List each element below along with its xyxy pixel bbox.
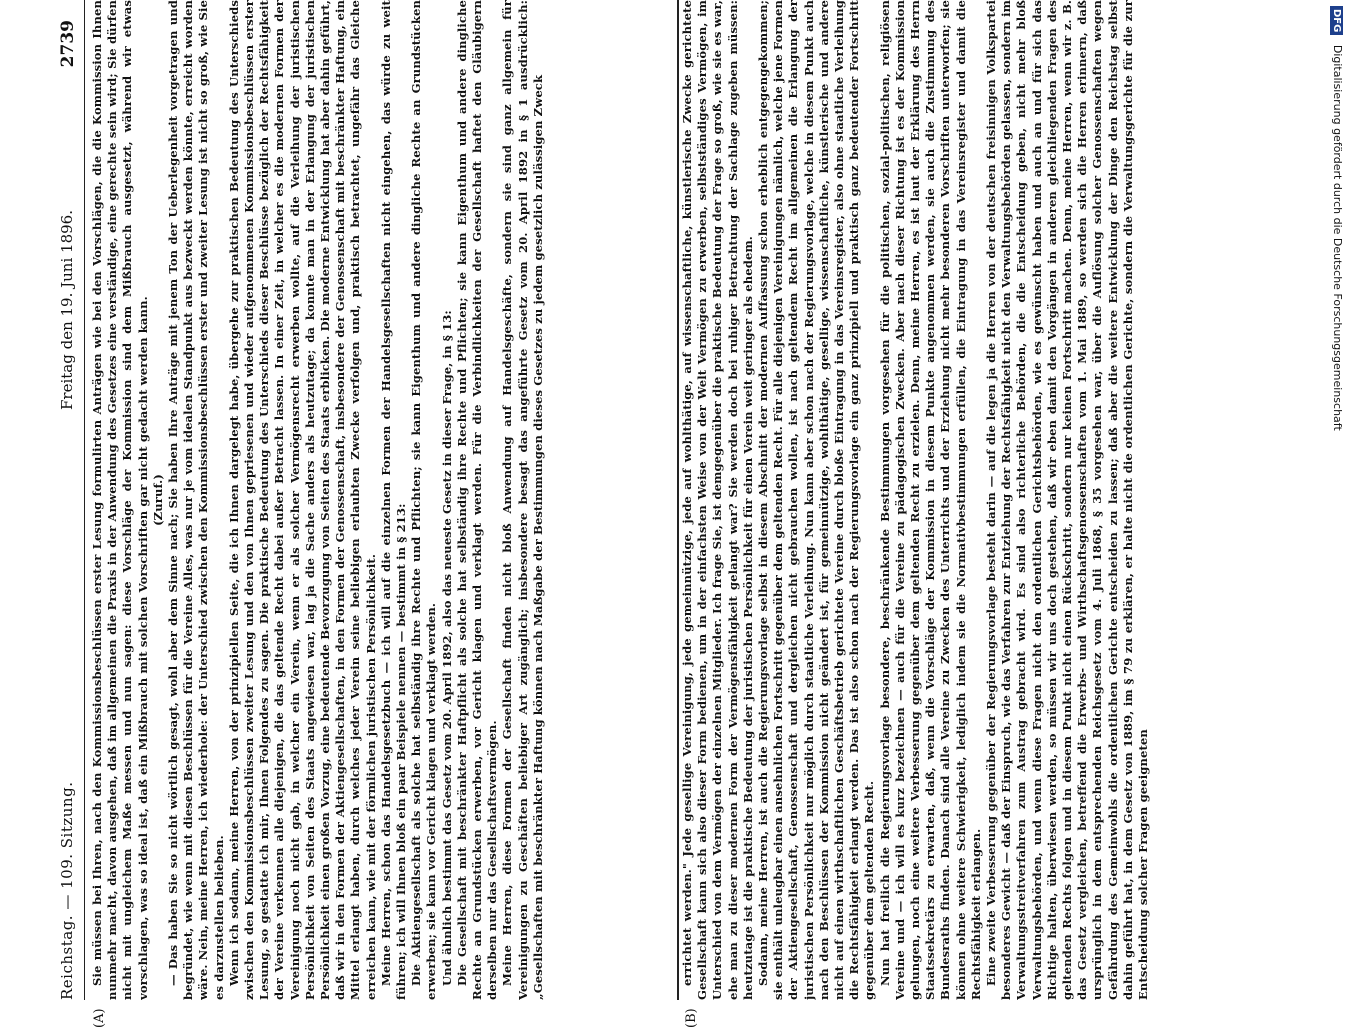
paragraph: Eine zweite Verbesserung gegenüber der Regierungsvorlage besteht darin — auf die legen ja die Herren von der deutschen freisinnigen Volkspartei besonderes Gewicht — daß der Einspruch, wie das Verfahren zur Entziehung der Rechtsfähigkeit nicht den Verwaltungsbehörden gelassen, sondern im Verwaltungsstreitverfahren zum Austrag gebracht wird. Es sind also richterliche Behörden, die die Entscheidung geben, nicht mehr bloß Verwaltungsbehörden, und wenn diese Fragen nicht den ordentlichen Gerichtsbehörden, wie es gewünscht haben und auch an und für sich das Richtige halten, überwiesen werden, so müssen wir uns doch gestehen, daß wir eben damit den Vorgängen in anderen gleichliegenden Fragen des geltenden Rechts folgen und in diesem Punkt nicht einen Rückschritt, sondern nur keinen Fortschritt machen. Denn, meine Herren, wenn wir z. B. das Gesetz vergleichen, betreffend die Erwerbs- und Wirthschaftsgenossenschaften vom 1. Mai 1889, so werden sich die Herren erinnern, daß ursprünglich in dem entsprechenden Reichsgesetz vom 4. Juli 1868, § 35 vorgesehen war, über die Auflösung solcher Genossenschaften wegen Gefährdung des Gemeinwohls die ordentlichen Gerichte entscheiden zu lassen; daß aber die weitere Entwicklung der Dinge den Reichstag selbst dahin geführt hat, in dem Gesetz von 1889, im § 79 zu erklären, er halte nicht die ordentlichen Gerichte, sondern die Verwaltungsgerichte für die zur Entscheidung solcher Fragen geeigneten	[984, 0, 1151, 1000]
header-right: Freitag den 19. Juni 1896.	[58, 210, 76, 410]
paragraph: (Zuruf.)	[150, 474, 165, 526]
column-left	[90, 0, 680, 1000]
paragraph: Die Gesellschaft mit beschränkter Haftpflicht als solche hat selbständig ihre Rechte und Pflichten; sie kann Eigenthum und andere dingliche Rechte an Grundstücken erwerben, vor Gericht klagen und verklagt werden. Für die Verbindlichkeiten der Gesellschaft haftet den Gläubigern derselben nur das Gesellschaftsvermögen.	[454, 0, 500, 1000]
header-left: Reichstag. — 109. Sitzung.	[58, 781, 76, 1000]
paragraph: Nun hat freilich die Regierungsvorlage besondere, beschränkende Bestimmungen vorgesehen für die politischen, sozial-politischen, religiösen Vereine und — ich will es kurz bezeichnen — auch für die Vereine zu pädagogischen Zwecken. Aber nach dieser Richtung ist es der Kommission gelungen, noch eine weitere Verbesserung gegenüber dem geltenden Recht zu erzielen. Denn, meine Herren, es ist laut der Erklärung des Herrn Staatssekretärs zu erwarten, daß, wenn die Vorschläge der Kommission in diesem Punkte angenommen werden, sie auch die Zustimmung des Bundesraths finden. Danach sind alle Vereine zu Zwecken des Unterrichts und der Erziehung nicht mehr besonderen Vorschriften unterworfen; sie können ohne weitere Schwierigkeit, lediglich indem sie die Normativbestimmungen erfüllen, die Eintragung in das Vereinsregister und damit die Rechtsfähigkeit erlangen.	[877, 0, 983, 1000]
header-rule	[84, 0, 85, 1000]
paragraph: Die Aktiengesellschaft als solche hat selbständig ihre Rechte und Pflichten; sie kann Eigenthum und andere dingliche Rechte an Grundstücken erwerben; sie kann vor Gericht klagen und verklagt werden.	[409, 0, 439, 1000]
paragraph: Sie müssen bei Ihren, nach den Kommissionsbeschlüssen erster Lesung formulirten Anträgen wie bei den Vorschlägen, die die Kommission Ihnen nunmehr macht, davon ausgehen, daß im allgemeinen die Praxis in der Anwendung des Gesetzes eine verständige, eine gerechte sein wird; Sie dürfen nicht mit ungleichem Maße messen und nun sagen: diese Vorschläge der Kommission sind dem Mißbrauch ausgesetzt, während wir etwas vorschlagen, was so ideal ist, daß ein Mißbrauch mit solchen Vorschriften gar nicht gedacht werden kann.	[90, 0, 150, 1000]
paragraph: Sodann, meine Herren, ist auch die Regierungsvorlage selbst in diesem Abschnitt der modernen Auffassung schon erheblich entgegengekommen; sie enthält unleugbar einen ansehnlichen Fortschritt gegenüber dem geltenden Recht. Für alle diejenigen Vereinigungen nämlich, welche jene Formen der Aktiengesellschaft, Genossenschaft und dergleichen nicht gebrauchen wollen, ist nach geltendem Recht im allgemeinen die Erlangung der juristischen Persönlichkeit nur möglich durch staatliche Verleihung. Nun kann aber schon nach der Regierungsvorlage, welche in diesem Punkt auch nach den Beschlüssen der Kommission nicht geändert ist, für gemeinnützige, wohlthätige, gesellige, wissenschaftliche, künstlerische und andere nicht auf einen wirthschaftlichen Geschäftsbetrieb gerichtete Vereine durch bloße Eintragung in das Vereinsregister, also ohne staatliche Verleihung die Rechtsfähigkeit erlangt werden. Das ist also schon nach der Regierungsvorlage ein ganz prinzipiell und praktisch ganz bedeutender Fortschritt gegenüber dem geltenden Recht.	[756, 0, 877, 1000]
paragraph: Meine Herren, diese Formen der Gesellschaft finden nicht bloß Anwendung auf Handelsgeschäfte, sondern sie sind ganz allgemein für Vereinigungen zu Geschäften beliebiger Art zugänglich; insbesondere besagt das angeführte Gesetz vom 20. April 1892 in § 1 ausdrücklich: „Gesellschaften mit beschränkter Haftung können nach Maßgabe der Bestimmungen dieses Gesetzes zu jedem gesetzlich zulässigen Zweck	[500, 0, 545, 1000]
paragraph: errichtet werden." Jede gesellige Vereinigung, jede gemeinnützige, jede auf wohlthätige, auf wissenschaftliche, künstlerische Zwecke gerichtete Gesellschaft kann sich also dieser Form bedienen, um in der einfachsten Weise von der Welt Vermögen zu erwerben, selbstständiges Vermögen, im Unterschied von dem Vermögen der einzelnen Mitglieder. Ich frage Sie, ist demgegenüber die praktische Bedeutung der Frage so groß, wie sie es war, ehe man zu dieser modernen Form der Vermögensfähigkeit gelangt war? Sie werden doch bei ruhiger Betrachtung der Sachlage zugeben müssen: heutzutage ist die praktische Bedeutung der juristischen Persönlichkeit für einen Verein weit geringer als ehedem.	[680, 0, 755, 1000]
paragraph: — Das haben Sie so nicht wörtlich gesagt, wohl aber dem Sinne nach; Sie haben Ihre Anträge mit jenem Ton der Ueberlegenheit vorgetragen und begründet, wie wenn mit diesen Beschlüssen für die Vereine Alles, was nur je vom idealen Standpunkt aus bezweckt werden könnte, erreicht worden wäre. Nein, meine Herren, ich wiederhole: der Unterschied zwischen den Kommissionsbeschlüssen erster und zweiter Lesung ist nicht so groß, wie Sie es darzustellen belieben.	[166, 0, 226, 1000]
page-number: 2739	[58, 20, 78, 68]
marker-b: (B)	[684, 1008, 699, 1028]
dfg-logo: DFG	[1330, 6, 1343, 35]
column-divider	[677, 0, 679, 1000]
paragraph: Wenn ich sodann, meine Herren, von der prinzipiellen Seite, die ich Ihnen dargelegt habe, übergehe zur praktischen Bedeutung des Unterschieds zwischen den Kommissionsbeschlüssen zweiter Lesung und den von Ihnen gepriesenen und wieder aufgenommenen Kommissionsbeschlüssen erster Lesung, so gestatte ich mir, Ihnen Folgendes zu sagen. Die praktische Bedeutung des Unterschieds dieser Beschlüsse bezüglich der Rechtsfähigkeit der Vereine verkennen alle diejenigen, die das geltende Recht dabei außer Betracht lassen. In einer Zeit, in welcher es die modernen Formen der Vereinigung noch nicht gab, in welcher ein Verein, wenn er als solcher Vermögensrecht erwerben wollte, auf die Verleihung der juristischen Persönlichkeit von Seiten des Staats angewiesen war, lag ja die Sache anders als heutzutage; da konnte man in der Erlangung der juristischen Persönlichkeit einen großen Vorzug, eine bedeutende Bevorzugung von Seiten des Staats erblicken. Die moderne Entwicklung hat aber dahin geführt, daß wir in den Formen der Aktiengesellschaften, in den Formen der Genossenschaft, insbesondere der Genossenschaft mit beschränkter Haftung, ein Mittel erlangt haben, durch welches jeder Verein seine beliebigen erlaubten Zwecke verfolgen und, praktisch betrachtet, ungefähr das Gleiche erreichen kann, wie mit der förmlichen juristischen Persönlichkeit.	[226, 0, 378, 1000]
paragraph: Und ähnlich bestimmt das Gesetz vom 20. April 1892, also das neueste Gesetz in dieser Frage, in § 13:	[439, 310, 454, 986]
column-right	[680, 0, 1260, 1000]
credit-text: Digitalisierung gefördert durch die Deutsche Forschungsgemeinschaft	[1331, 44, 1344, 431]
paragraph: Meine Herren, schon das Handelsgesetzbuch — ich will auf die einzelnen Formen der Handelsgesellschaften nicht eingehen, das würde zu weit führen; ich will Ihnen bloß ein paar Beispiele nennen — bestimmt in § 213:	[378, 0, 409, 1000]
page-header	[58, 0, 84, 1000]
digitization-credit	[1318, 6, 1348, 996]
marker-a: (A)	[92, 1008, 107, 1028]
